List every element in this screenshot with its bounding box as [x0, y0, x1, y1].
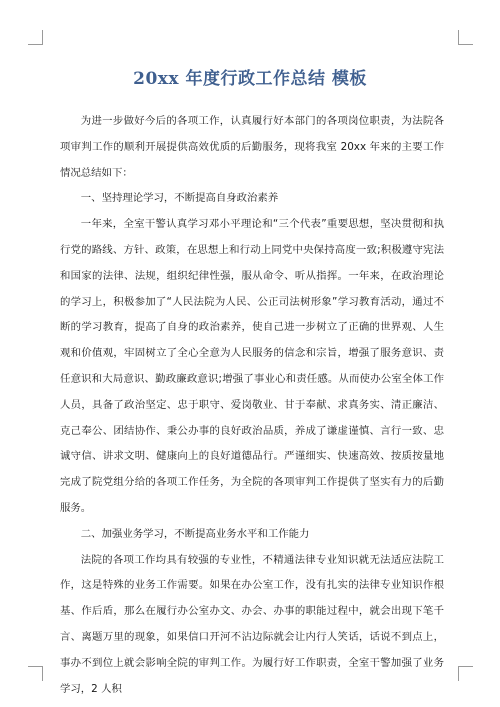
intro-paragraph: 为进一步做好今后的各项工作，认真履行好本部门的各项岗位职责，为法院各项审判工作的顺利开展提供高效优质的后勤服务，现将我室 20xx 年来的主要工作情况总结如下：	[60, 115, 444, 179]
body-paragraph: 法院的各项工作均具有较强的专业性，不精通法律专业知识就无法适应法院工作，这是特殊的业务工作需要。如果在办公室工作，没有扎实的法律专业知识作根基、作后盾，那么在履行办公室办文、办会、办事的职能过程中，就会出现下笔千言、离题万里的现象，如果信口开河不沾边际就会让内行人笑话，话说不到点上，事办不到位上就会影响全院的审判工作。为履行好工作职责，全室干警加强了业务学习，2 人积	[60, 553, 444, 695]
crop-mark-top-right	[458, 30, 473, 45]
body-paragraph: 一年来，全室干警认真学习邓小平理论和“三个代表”重要思想，坚决贯彻和执行党的路线、方针、政策，在思想上和行动上同党中央保持高度一致;积极遵守宪法和国家的法律、法规，组织纪律性强，服从命令、听从指挥。一年来，在政治理论的学习上，积极参加了“人民法院为人民、公正司法树形象”学习教育活动，通过不断的学习教育，提高了自身的政治素养，使自己进一步树立了正确的世界观、人生观和价值观，牢固树立了全心全意为人民服务的信念和宗旨，增强了服务意识、责任意识和大局意识、勤政廉政意识;增强了事业心和责任感。从而使办公室全体工作人员，具备了政治坚定、忠于职守、爱岗敬业、甘于奉献、求真务实、清正廉洁、克己奉公、团结协作、秉公办事的良好政治品质，养成了谦虚谨慎、言行一致、忠诚守信、讲求文明、健康向上的良好道德品行。严谨细实、快速高效、按质按量地完成了院党组分给的各项工作任务，为全院的各项审判工作提供了坚实有力的后勤服务。	[60, 218, 444, 514]
section-heading-1: 一、坚持理论学习，不断提高自身政治素养	[80, 192, 279, 205]
crop-mark-bottom-left	[28, 666, 43, 681]
document-title: 20xx 年度行政工作总结 模板	[133, 69, 367, 89]
crop-mark-top-left	[28, 30, 43, 45]
section-heading-2: 二、加强业务学习，不断提高业务水平和工作能力	[80, 527, 310, 540]
document-body	[60, 109, 444, 702]
crop-mark-bottom-right	[458, 666, 473, 681]
